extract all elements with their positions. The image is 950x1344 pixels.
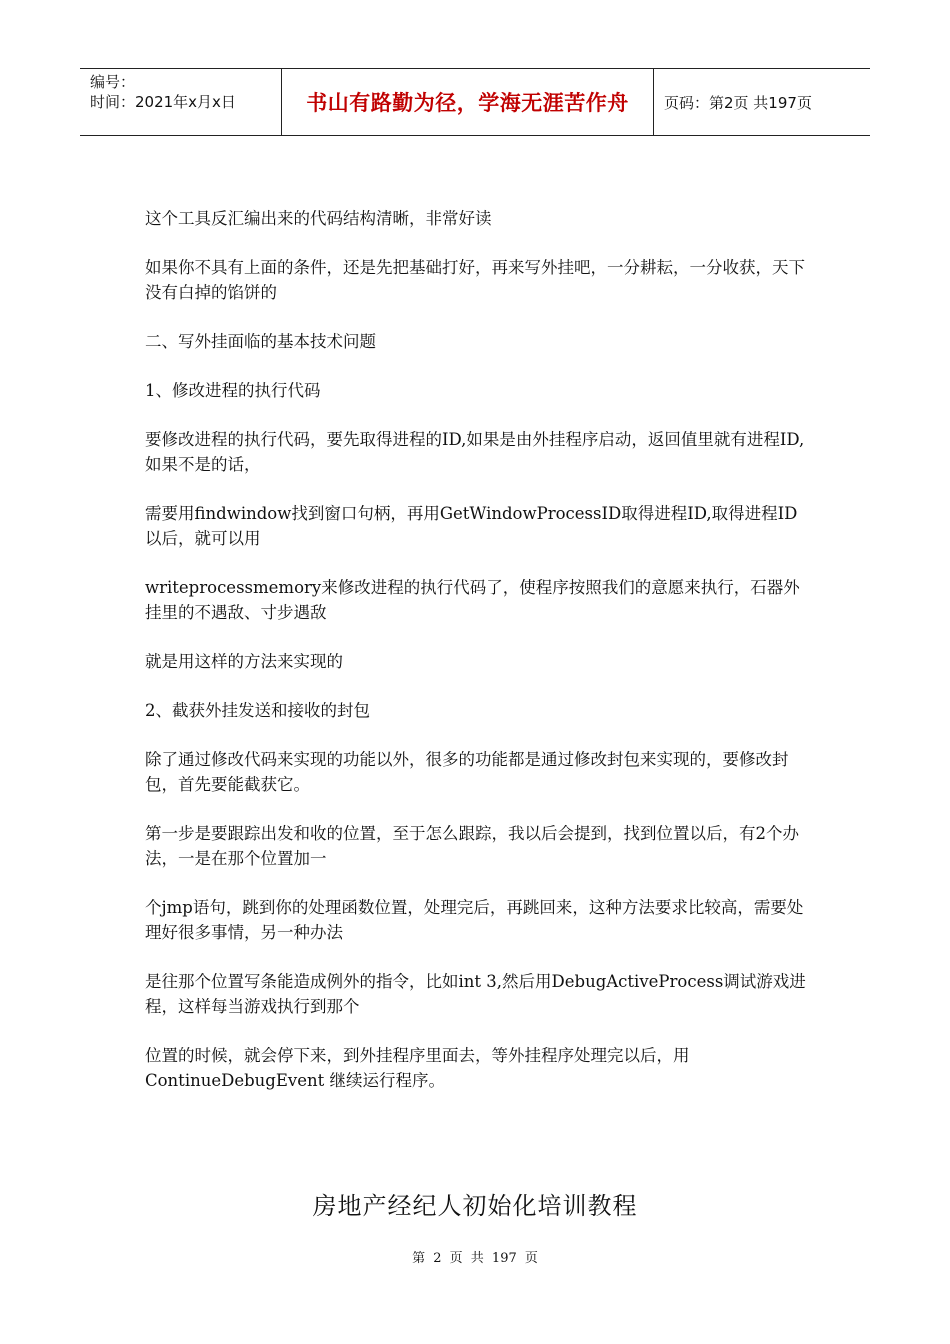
footer-page-number: 第 2 页 共 197 页	[412, 1251, 538, 1266]
paragraph: 第一步是要跟踪出发和收的位置，至于怎么跟踪，我以后会提到，找到位置以后，有2个办法，一是在那个位置加一	[145, 824, 799, 868]
section-heading: 二、写外挂面临的基本技术问题	[145, 332, 376, 351]
paragraph: 需要用findwindow找到窗口句柄，再用GetWindowProcessID取得进程ID,取得进程ID以后，就可以用	[145, 504, 798, 548]
subsection-heading: 2、截获外挂发送和接收的封包	[145, 701, 370, 720]
paragraph: 如果你不具有上面的条件，还是先把基础打好，再来写外挂吧，一分耕耘，一分收获，天下没有白掉的馅饼的	[145, 258, 805, 302]
paragraph: writeprocessmemory来修改进程的执行代码了，使程序按照我们的意愿来执行，石器外挂里的不遇敌、寸步遇敌	[145, 578, 800, 622]
document-body	[145, 206, 810, 1117]
footer-title: 房地产经纪人初始化培训教程	[312, 1192, 638, 1220]
subsection-heading: 1、修改进程的执行代码	[145, 381, 321, 400]
page-header	[80, 68, 870, 136]
paragraph: 就是用这样的方法来实现的	[145, 652, 343, 671]
paragraph: 是往那个位置写条能造成例外的指令，比如int 3,然后用DebugActiveProcess调试游戏进程，这样每当游戏执行到那个	[145, 972, 806, 1016]
header-page-info: 页码：第2页 共197页	[664, 93, 812, 112]
paragraph: 个jmp语句，跳到你的处理函数位置，处理完后，再跳回来，这种方法要求比较高，需要处理好很多事情，另一种办法	[145, 898, 804, 942]
paragraph: 这个工具反汇编出来的代码结构清晰，非常好读	[145, 209, 492, 228]
header-meta-cell	[80, 69, 282, 135]
document-number-label: 编号：	[90, 73, 136, 91]
paragraph: 除了通过修改代码来实现的功能以外，很多的功能都是通过修改封包来实现的，要修改封包，首先要能截获它。	[145, 750, 789, 794]
header-motto: 书山有路勤为径，学海无涯苦作舟	[282, 69, 654, 135]
paragraph: 要修改进程的执行代码，要先取得进程的ID,如果是由外挂程序启动，返回值里就有进程ID,如果不是的话，	[145, 430, 805, 474]
document-date: 时间：2021年x月x日	[90, 93, 236, 111]
paragraph: 位置的时候，就会停下来，到外挂程序里面去，等外挂程序处理完以后，用ContinueDebugEvent 继续运行程序。	[145, 1046, 690, 1090]
